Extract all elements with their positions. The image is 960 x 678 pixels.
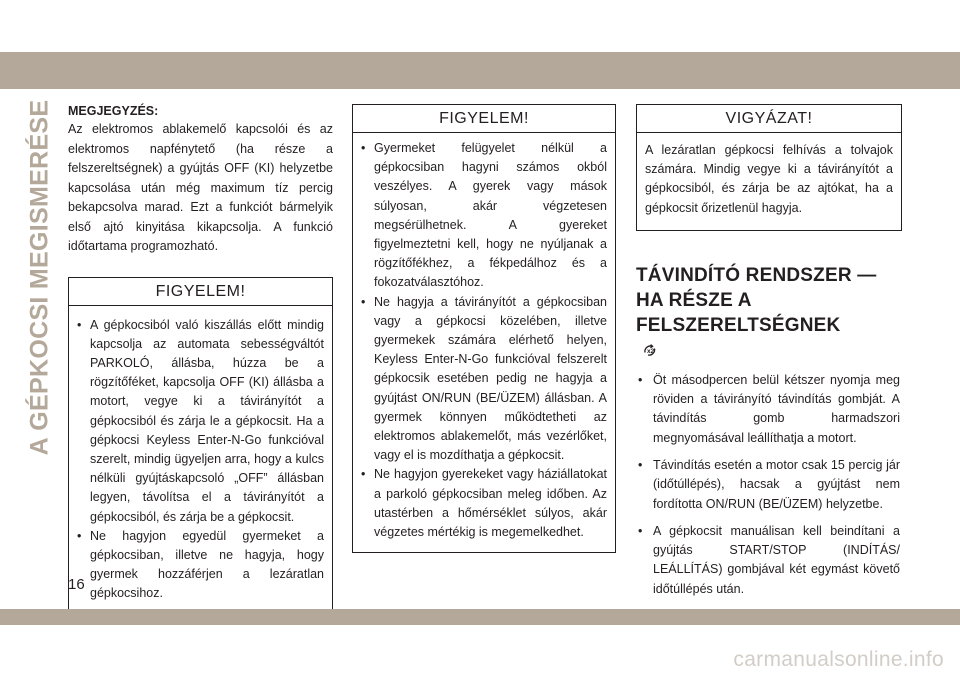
- section-title: TÁVINDÍTÓ RENDSZER — HA RÉSZE A FELSZERELTSÉGNEK: [636, 264, 877, 336]
- warning-list: [361, 139, 607, 542]
- list-item: • A gépkocsiból való kiszállás előtt mindig kapcsolja az automata sebességváltót PARKOLÓ, állásba, húzza be a rögzítőféket, kapcsolja OFF (KI) állásba a motort, vegye ki a távirányítót a gépkocsiból és zárja le a gépkocsit. Ha a gépkocsi Keyless Enter-N-Go funkcióval szerelt, mindig ügyeljen arra, hogy a kulcs nélküli gyújtáskapcsoló „OFF” állásban legyen, távolítsa el a távirányítót a gépkocsiból, és zárja be a gépkocsit.: [77, 316, 324, 527]
- warning-box-middle: [352, 104, 616, 553]
- watermark: carmanualsonline.info: [733, 648, 944, 671]
- note-heading: MEGJEGYZÉS:: [68, 104, 159, 118]
- bottom-band: [0, 609, 960, 625]
- list-item: • Gyermeket felügyelet nélkül a gépkocsiban hagyni számos okból veszélyes. A gyerek vagy mások súlyosan, akár végzetesen megsérülhetnek. A gyereket figyelmeztetni kell, hogy ne nyúljanak a rögzítőfékhez, a fékpedálhoz és a fokozatválasztóhoz.: [361, 139, 607, 293]
- right-column: [636, 104, 902, 607]
- remote-start-list: [636, 371, 902, 599]
- list-item: • Ne hagyjon gyerekeket vagy háziállatokat a parkoló gépkocsiban meleg időben. Az utastérben a hőmérséklet súlyos, akár végzetes mértékig is megemelkedhet.: [361, 465, 607, 542]
- page-number: 16: [68, 576, 85, 593]
- list-item: • Ne hagyjon egyedül gyermeket a gépkocsiban, illetve ne hagyja, hogy gyermek hozzáférjen a lezáratlan gépkocsihoz.: [77, 527, 324, 604]
- caution-title: VIGYÁZAT!: [637, 105, 901, 133]
- list-item: • A gépkocsit manuálisan kell beindítani a gyújtás START/STOP (INDÍTÁS/ LEÁLLÍTÁS) gombjával két egymást követő időtúllépés után.: [636, 522, 900, 599]
- list-item: • Ne hagyja a távirányítót a gépkocsiban vagy a gépkocsi közelében, illetve gyermekek számára elérhető helyen, Keyless Enter-N-Go funkcióval felszerelt gépkocsik esetében pedig ne hagyja a gyújtást ON/RUN (BE/ÜZEM) állásban. A gyermek könnyen működtetheti az elektromos ablakemelőt, más vezérlőket, vagy el is mozdíthatja a gépkocsit.: [361, 293, 607, 466]
- note-text: Az elektromos ablakemelő kapcsolói és az elektromos napfénytető (ha része a felszereltségnek) a gyújtás OFF (KI) helyzetbe kapcsolása után még maximum tíz percig bekapcsolva marad. Ezt a funkciót bármelyik első ajtó kinyitása kikapcsolja. A funkció időtartama programozható.: [68, 122, 333, 253]
- section-side-tab: [25, 99, 55, 456]
- caution-box: [636, 104, 902, 231]
- left-column: [68, 104, 333, 615]
- warning-title: FIGYELEM!: [353, 105, 615, 133]
- remote-start-x2-icon: [641, 342, 659, 358]
- top-band: [0, 52, 960, 89]
- warning-box-left: [68, 277, 333, 615]
- caution-text: A lezáratlan gépkocsi felhívás a tolvajok számára. Mindig vegye ki a távirányítót a gépkocsiból, és zárja be az ajtókat, ha a gépkocsit őrizetlenül hagyja.: [645, 143, 893, 215]
- side-tab-label: A GÉPKOCSI MEGISMERÉSE: [25, 99, 54, 456]
- warning-list: [77, 316, 324, 604]
- warning-title: FIGYELEM!: [69, 278, 332, 306]
- svg-text:x2: x2: [647, 347, 655, 355]
- list-item: • Távindítás esetén a motor csak 15 percig jár (időtúllépés), hacsak a gyújtást nem fordította ON/RUN (BE/ÜZEM) helyzetbe.: [636, 456, 900, 514]
- middle-column: [352, 104, 616, 553]
- list-item: • Öt másodpercen belül kétszer nyomja meg röviden a távirányító távindítás gombját. A távindítás gomb harmadszori megnyomásával leállíthatja a motort.: [636, 371, 900, 448]
